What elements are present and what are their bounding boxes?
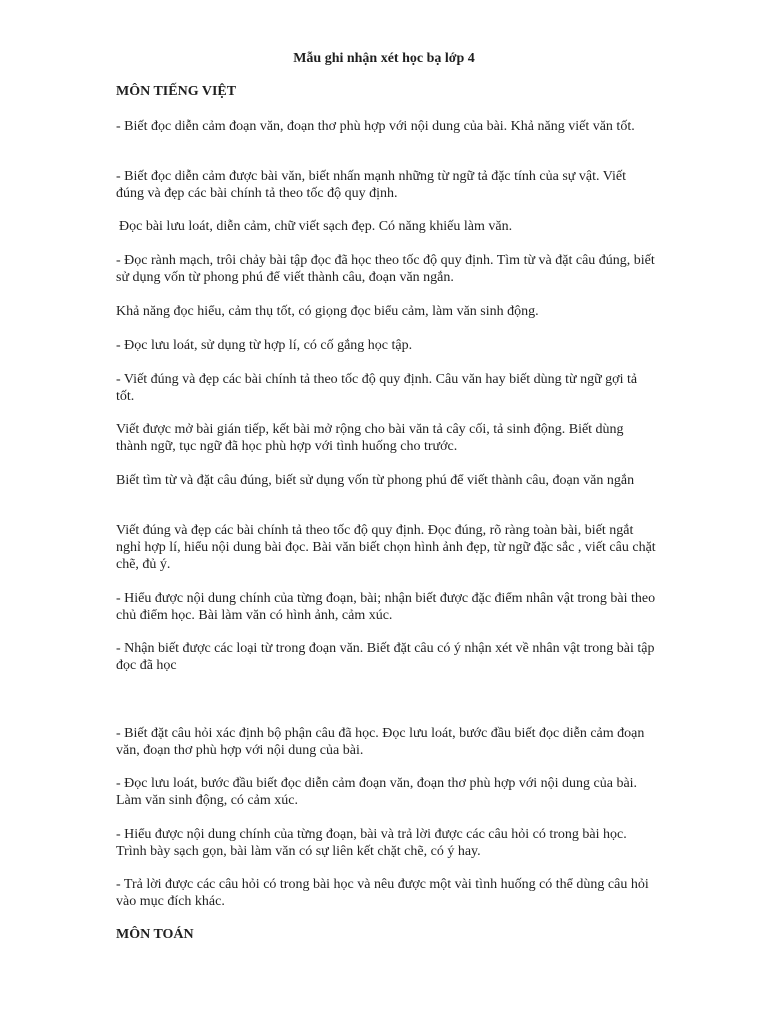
paragraph: - Đọc lưu loát, sử dụng từ hợp lí, có cố gắng học tập. (116, 338, 413, 353)
paragraph: Khả năng đọc hiểu, cảm thụ tốt, có giọng đọc biểu cảm, làm văn sinh động. (116, 304, 539, 319)
paragraph: Viết được mở bài gián tiếp, kết bài mở rộng cho bài văn tả cây cối, tả sinh động. Biết dùng thành ngữ, tục ngữ đã học phù hợp với tình huống cho trước. (116, 422, 624, 454)
paragraph: Đọc bài lưu loát, diễn cảm, chữ viết sạch đẹp. Có năng khiếu làm văn. (119, 219, 513, 234)
paragraph: - Nhận biết được các loại từ trong đoạn văn. Biết đặt câu có ý nhận xét về nhân vật trong bài tập đọc đã học (116, 641, 655, 673)
paragraph: - Đọc rành mạch, trôi chảy bài tập đọc đã học theo tốc độ quy định. Tìm từ và đặt câu đúng, biết sử dụng vốn từ phong phú để viết thành câu, đoạn văn ngắn. (116, 253, 655, 285)
paragraph: - Trả lời được các câu hỏi có trong bài học và nêu được một vài tình huống có thể dùng câu hỏi vào mục đích khác. (116, 877, 649, 909)
paragraph: Biết tìm từ và đặt câu đúng, biết sử dụng vốn từ phong phú để viết thành câu, đoạn văn ngắn (116, 473, 635, 488)
paragraph: Viết đúng và đẹp các bài chính tả theo tốc độ quy định. Đọc đúng, rõ ràng toàn bài, biết ngắt nghỉ hợp lí, hiểu nội dung bài đọc. Bài văn biết chọn hình ảnh đẹp, từ ngữ đặc sắc , viết câu chặt chẽ, đủ ý. (116, 523, 656, 572)
paragraph: - Viết đúng và đẹp các bài chính tả theo tốc độ quy định. Câu văn hay biết dùng từ ngữ gợi tả tốt. (116, 372, 638, 404)
paragraph: - Biết đọc diễn cảm đoạn văn, đoạn thơ phù hợp với nội dung của bài. Khả năng viết văn tốt. (116, 119, 635, 134)
paragraph: - Biết đặt câu hỏi xác định bộ phận câu đã học. Đọc lưu loát, bước đầu biết đọc diễn cảm đoạn văn, đoạn thơ phù hợp với nội dung của bài. (116, 726, 645, 758)
paragraph: - Biết đọc diễn cảm được bài văn, biết nhấn mạnh những từ ngữ tả đặc tính của sự vật. Viết đúng và đẹp các bài chính tả theo tốc độ quy định. (116, 169, 627, 201)
paragraph: - Hiểu được nội dung chính của từng đoạn, bài và trả lời được các câu hỏi có trong bài học. Trình bày sạch gọn, bài làm văn có sự liên kết chặt chẽ, có ý hay. (116, 827, 627, 859)
section-heading-math: MÔN TOÁN (116, 927, 194, 942)
paragraph: - Đọc lưu loát, bước đầu biết đọc diễn cảm đoạn văn, đoạn thơ phù hợp với nội dung của bài. Làm văn sinh động, có cảm xúc. (116, 776, 638, 808)
section-heading-vietnamese: MÔN TIẾNG VIỆT (116, 84, 237, 99)
paragraph: - Hiểu được nội dung chính của từng đoạn, bài; nhận biết được đặc điểm nhân vật trong bài theo chủ điểm học. Bài làm văn có hình ảnh, cảm xúc. (116, 591, 656, 623)
document-title: Mẫu ghi nhận xét học bạ lớp 4 (293, 51, 475, 66)
